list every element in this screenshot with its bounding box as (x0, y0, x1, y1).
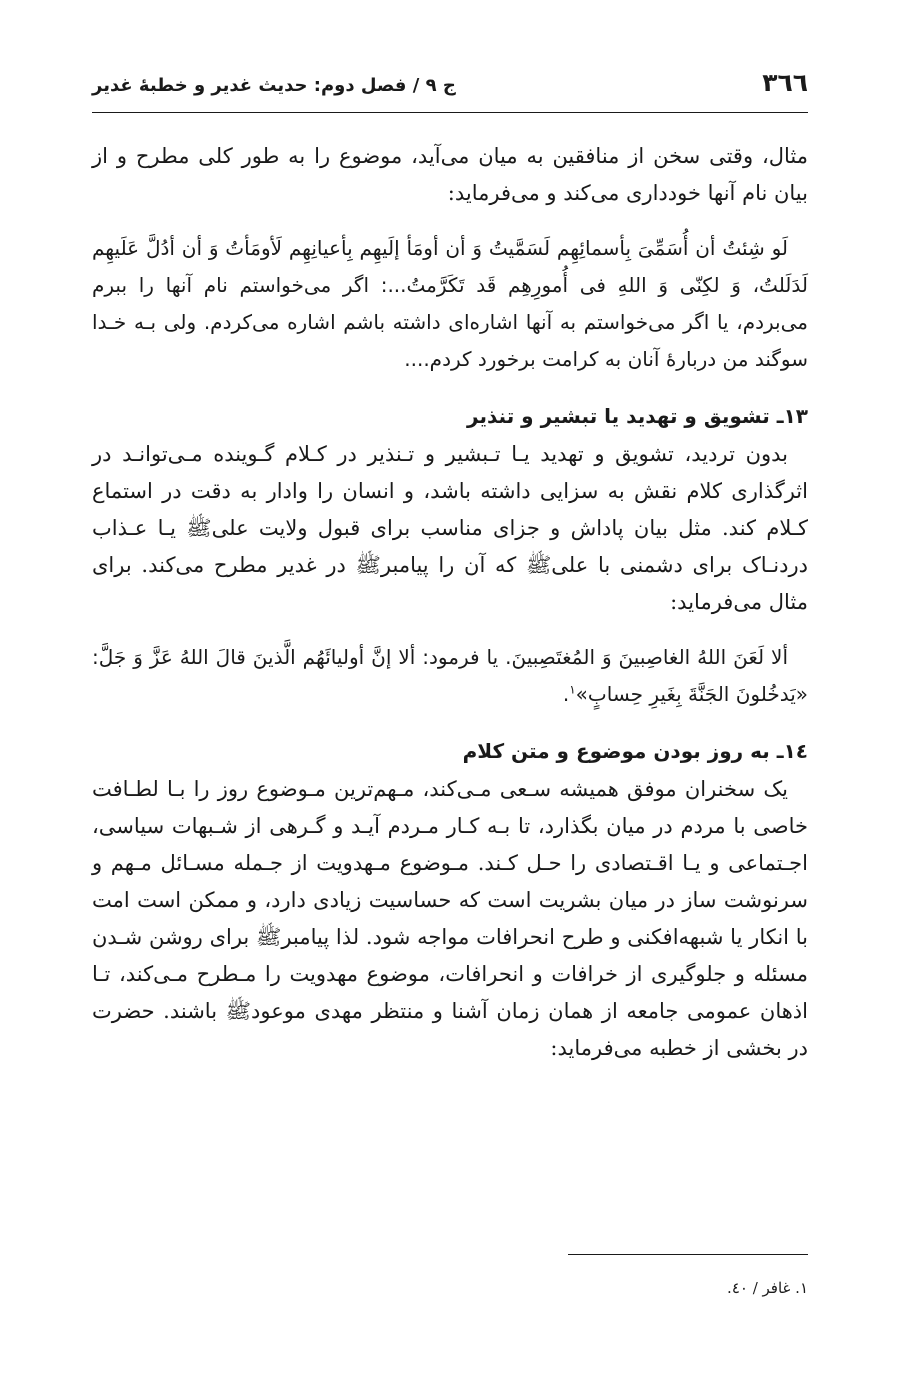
page-number: ٣٦٦ (762, 68, 808, 97)
paragraph: یک سخنران موفق همیشه سـعی مـی‌کند، مـهم‌ترین مـوضوع روز را بـا لطـافت خاصی با مردم در میان بگذارد، تا بـه کـار مـردم آیـد و گـرهی از شـبهات سیاسی، اجـتماعی و یـا اقـتصادی را حـل کـند. مـوضوع مـهدویت از جـمله مسـائل مـهم و سرنوشت ساز در میان بشریت است که حساسیت زیادی دارد، و ممکن است امت با انکار یا شبهه‌افکنی و طرح انحرافات مواجه شود. لذا پیامبرﷺ برای روشن شـدن مسئله و جلوگیری از خرافات و انحرافات، موضوع مهدویت را مـطرح مـی‌کند، تـا اذهان عمومی جامعه از همان زمان آشنا و منتظر مهدی موعودﷺ باشند. حضرت در بخشی از خطبه می‌فرماید: (92, 777, 808, 1060)
page-header (92, 64, 808, 113)
running-title: ج ٩ / فصل دوم: حديث غدير و خطبهٔ غدير (92, 75, 456, 96)
quoted-passage: لَو شِئتُ أن أُسَمِّیَ بِأسمائِهِم لَسَمَّیتُ وَ أن أومَأ إلَیهِم بِأعیانِهِم لَأومَأتُ وَ أن أدُلَّ عَلَیهِم لَدَلَلتُ، وَ لکِنّی وَ اللهِ فی أُمورِهِم قَد تَکَرَّمتُ...: اگر می‌خواستم نام آنها را ببرم می‌بردم، یا اگر می‌خواستم به آنها اشاره‌ای داشته باشم اشاره می‌کردم. ولی بـه خـدا سوگند من دربارهٔ آنان به کرامت برخورد کردم.... (92, 236, 808, 371)
quote-end: . (562, 682, 570, 706)
footnote: ١. غافر / ٤٠. (727, 1279, 808, 1297)
paragraph: مثال، وقتی سخن از منافقین به میان می‌آید، موضوع را به طور کلی مطرح و از بیان نام آنها خودداری می‌کند و می‌فرماید: (92, 144, 808, 205)
footnote-divider (568, 1254, 808, 1255)
section-heading-13: ١٣ـ تشویق و تهدید یا تبشیر و تنذیر (467, 404, 808, 428)
footnote-mark: ١ (569, 682, 576, 697)
book-page (92, 0, 808, 1390)
quoted-passage (92, 639, 808, 713)
body-text (92, 138, 808, 1067)
section-heading-14: ١٤ـ به روز بودن موضوع و متن کلام (462, 739, 808, 763)
paragraph: بدون تردید، تشویق و تهدید یـا تـبشیر و تـنذیر در کـلام گـوینده مـی‌توانـد در اثرگذاری کلام نقش به سزایی داشته باشد، و انسان را وادار به دقت در استماع کـلام کند. مثل بیان پاداش و جزای مناسب برای قبول ولایت علی‌ﷺ یـا عـذاب دردنـاک برای دشمنی با علی‌ﷺ که آن را پیامبرﷺ در غدیر مطرح می‌کند. برای مثال می‌فرماید: (92, 442, 808, 614)
quote-text: ألا لَعَنَ اللهُ الغاصِبینَ وَ المُغتَصِبینَ. یا فرمود: ألا إنَّ أولیائَهُم الَّذینَ قالَ اللهُ عَزَّ وَ جَلَّ: «یَدخُلونَ الجَنَّةَ بِغَیرِ حِسابٍ» (92, 645, 808, 706)
